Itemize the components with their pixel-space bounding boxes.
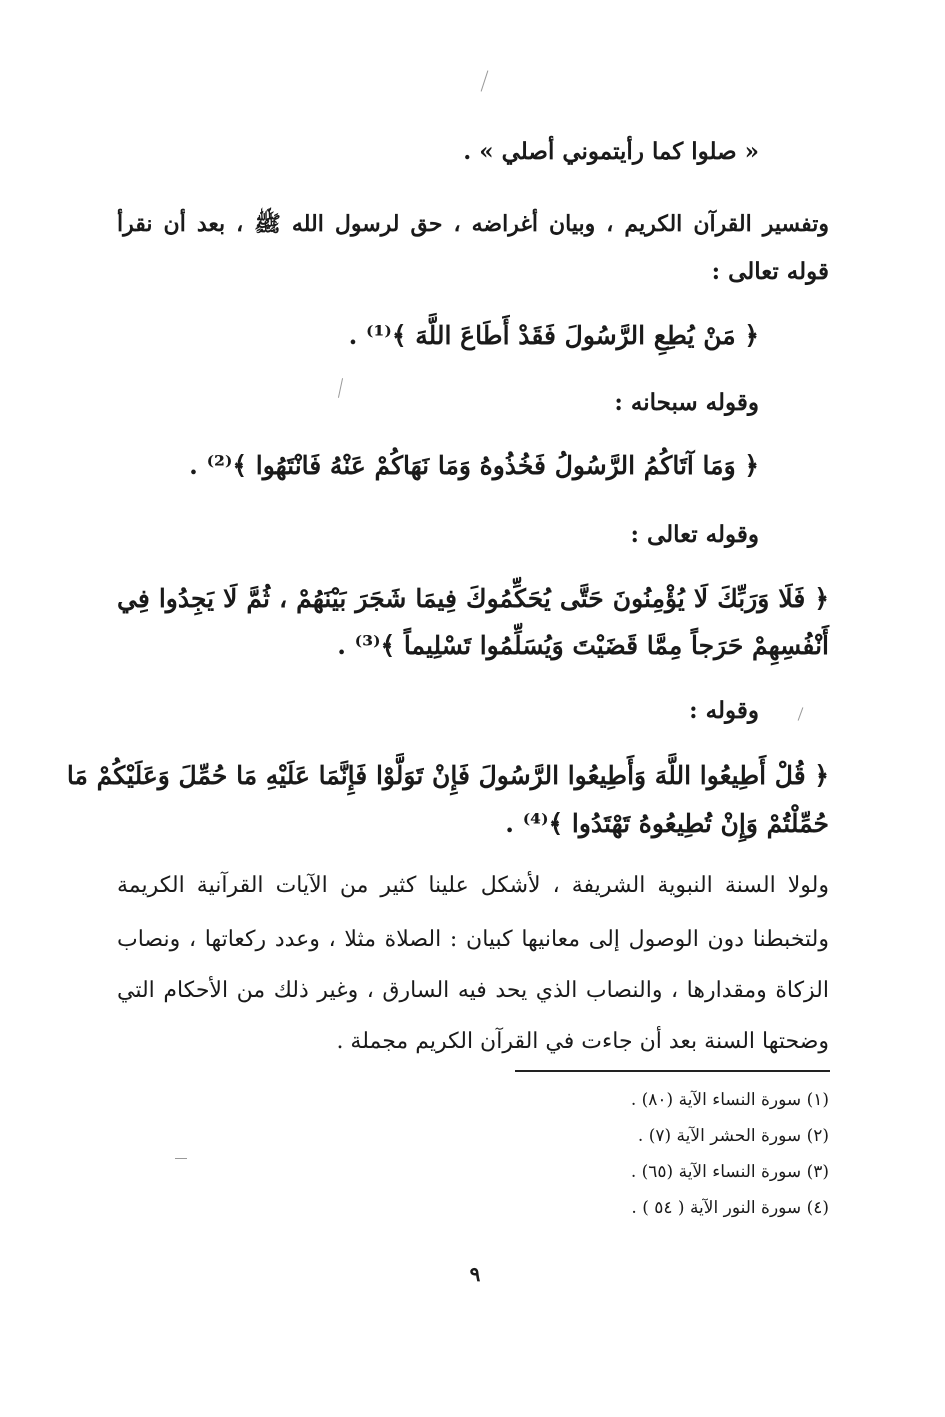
- paragraph-line: وضحتها السنة بعد أن جاءت في القرآن الكريم مجملة .: [336, 1029, 829, 1054]
- paragraph-line: قوله تعالى :: [711, 258, 829, 285]
- paragraph-line: الزكاة ومقدارها ، والنصاب الذي يحد فيه السارق ، وغير ذلك من الأحكام التي: [117, 978, 829, 1003]
- paragraph-line: وقوله سبحانه :: [614, 389, 759, 416]
- quran-verse-line: أَنْفُسِهِمْ حَرَجاً مِمَّا قَضَيْتَ وَيُسَلِّمُوا تَسْلِيماً ﴾⁽³⁾ .: [337, 631, 829, 660]
- footnote-2: (٢) سورة الحشر الآية (٧) .: [637, 1126, 829, 1146]
- footnote-separator: [515, 1070, 830, 1072]
- page-number: ٩: [469, 1262, 481, 1286]
- scan-mark: [798, 707, 804, 720]
- scan-mark: [175, 1158, 187, 1159]
- paragraph-line: ولولا السنة النبوية الشريفة ، لأشكل علينا كثير من الآيات القرآنية الكريمة: [117, 873, 829, 898]
- scan-mark: [338, 378, 343, 398]
- paragraph-line: ولتخبطنا دون الوصول إلى معانيها كبيان : الصلاة مثلا ، وعدد ركعاتها ، ونصاب: [117, 927, 829, 952]
- paragraph-line: وتفسير القرآن الكريم ، وبيان أغراضه ، حق لرسول الله ﷺ ، بعد أن نقرأ: [117, 211, 829, 237]
- paragraph-line: وقوله :: [689, 697, 759, 724]
- quran-verse-line: ﴿ قُلْ أَطِيعُوا اللَّهَ وَأَطِيعُوا الرَّسُولَ فَإِنْ تَوَلَّوْا فَإِنَّمَا عَلَيْهِ مَا حُمِّلَ وَعَلَيْكُمْ مَا: [66, 761, 829, 790]
- footnote-4: (٤) سورة النور الآية ( ٥٤ ) .: [631, 1198, 829, 1218]
- hadith-quote-line: « صلوا كما رأيتموني أصلي » .: [463, 138, 759, 165]
- paragraph-line: وقوله تعالى :: [630, 521, 759, 548]
- quran-verse-line: ﴿ وَمَا آتَاكُمُ الرَّسُولُ فَخُذُوهُ وَمَا نَهَاكُمْ عَنْهُ فَانْتَهُوا ﴾⁽²⁾ .: [189, 451, 759, 480]
- footnote-3: (٣) سورة النساء الآية (٦٥) .: [630, 1162, 829, 1182]
- footnote-1: (١) سورة النساء الآية (٨٠) .: [630, 1090, 829, 1110]
- quran-verse-line: ﴿ فَلَا وَرَبِّكَ لَا يُؤْمِنُونَ حَتَّى يُحَكِّمُوكَ فِيمَا شَجَرَ بَيْنَهُمْ ، ثُمَّ لَا يَجِدُوا فِي: [117, 584, 829, 613]
- quran-verse-line: حُمِّلْتُمْ وَإِنْ تُطِيعُوهُ تَهْتَدُوا ﴾⁽⁴⁾ .: [505, 809, 829, 838]
- quran-verse-line: ﴿ مَنْ يُطِعِ الرَّسُولَ فَقَدْ أَطَاعَ اللَّهَ ﴾⁽¹⁾ .: [348, 321, 759, 350]
- scan-mark: [481, 70, 489, 91]
